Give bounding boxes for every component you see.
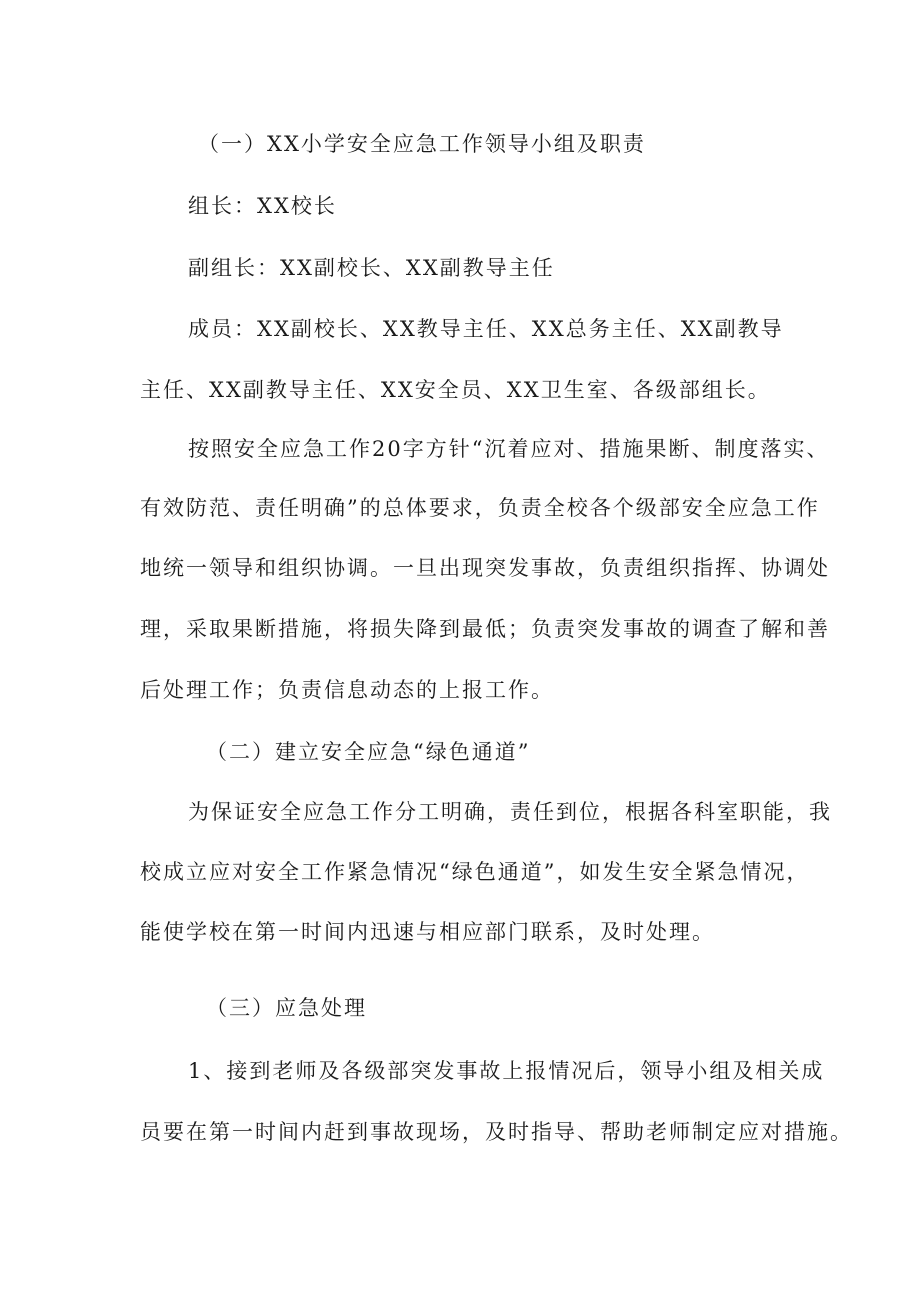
duties-line-1: 按照安全应急工作20字方针“沉着应对、措施果断、制度落实、 xyxy=(188,437,830,461)
section3-body-line-2: 员要在第一时间内赶到事故现场，及时指导、帮助老师制定应对措施。 xyxy=(140,1120,853,1144)
members-line-1: 成员：XX副校长、XX教导主任、XX总务主任、XX副教导 xyxy=(188,317,784,341)
leader-line: 组长：XX校长 xyxy=(188,194,337,218)
section1-heading: （一）XX小学安全应急工作领导小组及职责 xyxy=(198,132,646,156)
duties-line-4: 理，采取果断措施，将损失降到最低；负责突发事故的调查了解和善 xyxy=(140,617,830,641)
section3-heading: （三）应急处理 xyxy=(206,996,367,1020)
duties-line-5: 后处理工作；负责信息动态的上报工作。 xyxy=(140,678,554,702)
duties-line-3: 地统一领导和组织协调。一旦出现突发事故，负责组织指挥、协调处 xyxy=(140,556,830,580)
section2-body-line-2: 校成立应对安全工作紧急情况“绿色通道”，如发生安全紧急情况， xyxy=(140,860,810,884)
members-line-2: 主任、XX副教导主任、XX安全员、XX卫生室、各级部组长。 xyxy=(140,378,771,402)
deputy-leader-line: 副组长：XX副校长、XX副教导主任 xyxy=(188,256,555,280)
duties-line-2: 有效防范、责任明确”的总体要求，负责全校各个级部安全应急工作 xyxy=(140,496,820,520)
section2-body-line-3: 能使学校在第一时间内迅速与相应部门联系，及时处理。 xyxy=(140,920,715,944)
section3-body-line-1: 1、接到老师及各级部突发事故上报情况后，领导小组及相关成 xyxy=(188,1059,825,1083)
section2-heading: （二）建立安全应急“绿色通道” xyxy=(206,740,531,764)
section2-body-line-1: 为保证安全应急工作分工明确，责任到位，根据各科室职能，我 xyxy=(188,800,832,824)
